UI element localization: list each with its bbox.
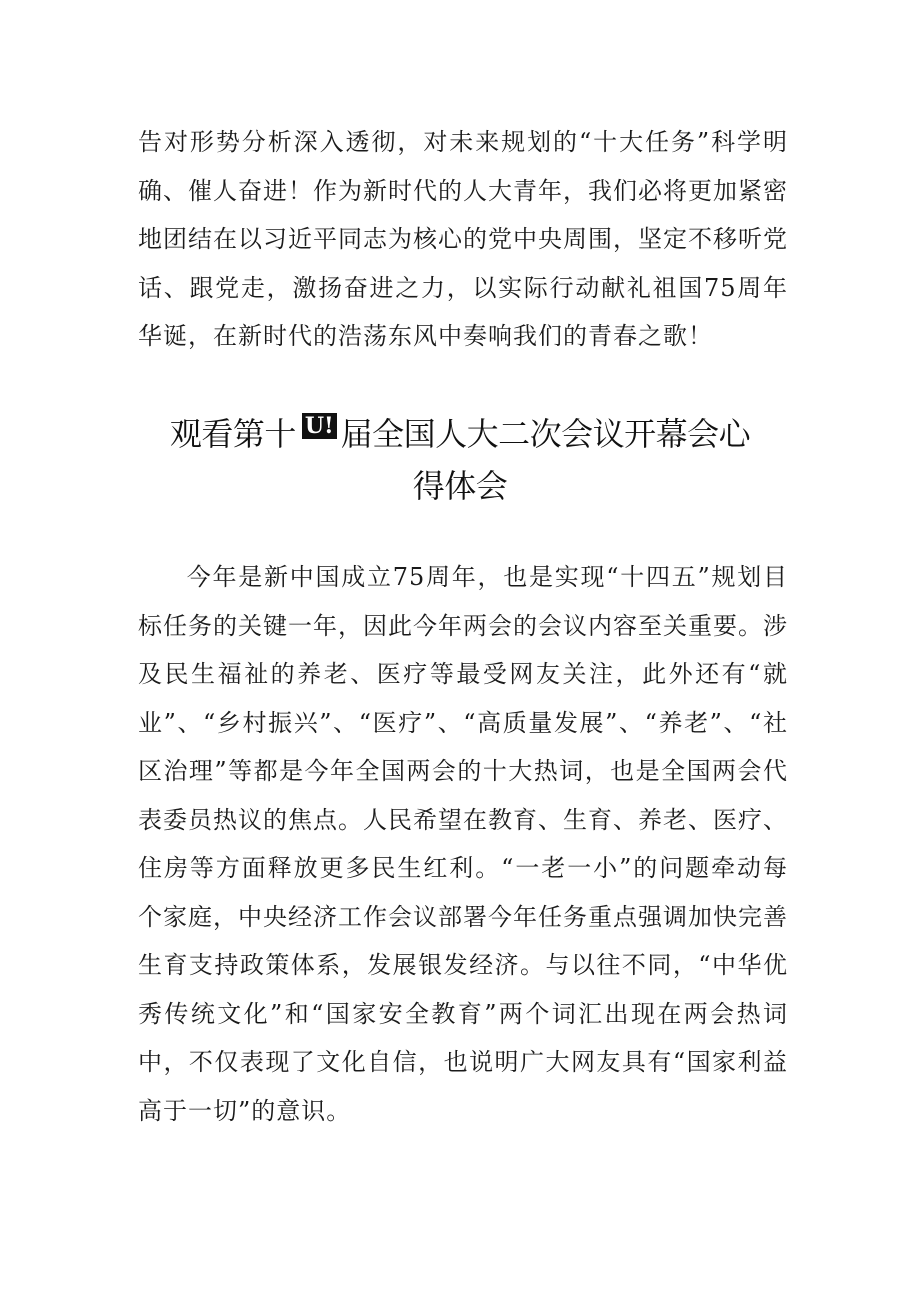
continuation-paragraph: 告对形势分析深入透彻，对未来规划的“十大任务”科学明确、催人奋进！作为新时代的人大青年，我们必将更加紧密地团结在以习近平同志为核心的党中央周围，坚定不移听党话、跟党走，激扬奋进之力，以实际行动献礼祖国75周年华诞，在新时代的浩荡东风中奏响我们的青春之歌！ [138,128,788,350]
body-paragraph: 今年是新中国成立75周年，也是实现“十四五”规划目标任务的关键一年，因此今年两会的会议内容至关重要。涉及民生福祉的养老、医疗等最受网友关注，此外还有“就业”、“乡村振兴”、“医疗”、“高质量发展”、“养老”、“社区治理”等都是今年全国两会的十大热词，也是全国两会代表委员热议的焦点。人民希望在教育、生育、养老、医疗、住房等方面释放更多民生红利。“一老一小”的问题牵动每个家庭，中央经济工作会议部署今年任务重点强调加快完善生育支持政策体系，发展银发经济。与以往不同，“中华优秀传统文化”和“国家安全教育”两个词汇出现在两会热词中，不仅表现了文化自信，也说明广大网友具有“国家利益高于一切”的意识。 [138,563,788,1125]
title-line-2: 得体会 [412,467,508,505]
title-badge: U! [302,413,337,439]
title-line-1 [80,408,840,460]
article-title [80,408,840,512]
body-paragraph-wrapper [138,553,788,1135]
title-part-2: 届全国人大二次会议开幕会心 [340,415,751,453]
title-part-1: 观看第十 [169,415,296,453]
